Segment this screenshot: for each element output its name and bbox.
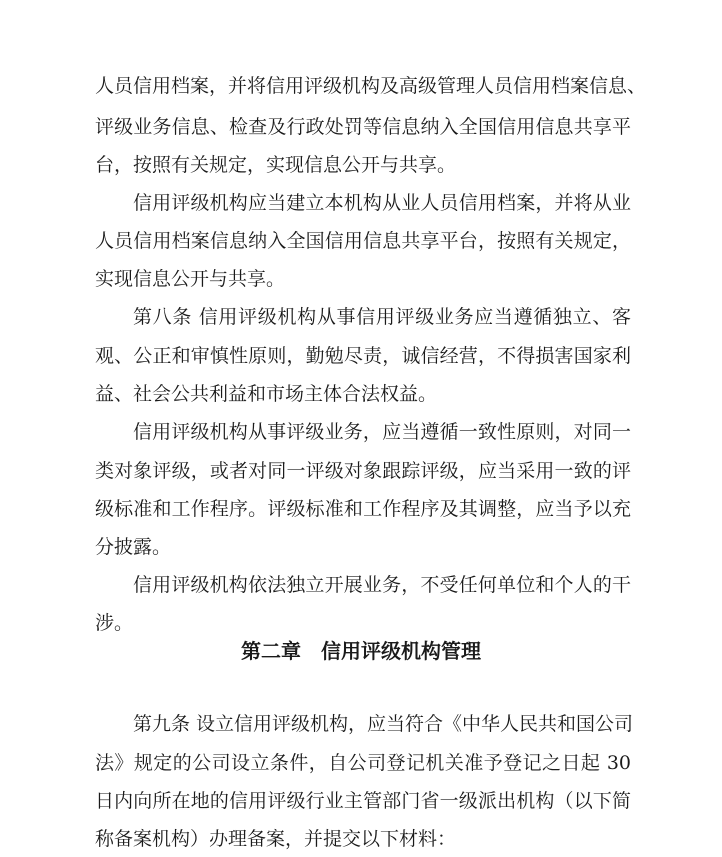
- text-line: 信用评级机构从事评级业务，应当遵循一致性原则，对同一: [133, 421, 631, 443]
- text-line: 涉。: [95, 612, 134, 634]
- text-line: 台，按照有关规定，实现信息公开与共享。: [95, 154, 457, 176]
- text-line: 日内向所在地的信用评级行业主管部门省一级派出机构（以下简: [95, 790, 631, 812]
- text-line: 益、社会公共利益和市场主体合法权益。: [95, 383, 438, 405]
- chapter-heading: 第二章 信用评级机构管理: [241, 639, 481, 663]
- text-line: 法》规定的公司设立条件，自公司登记机关准予登记之日起 30: [95, 752, 631, 774]
- text-line: 类对象评级，或者对同一评级对象跟踪评级，应当采用一致的评: [95, 460, 631, 482]
- text-line: 信用评级机构依法独立开展业务，不受任何单位和个人的干: [133, 574, 631, 596]
- text-line: 级标准和工作程序。评级标准和工作程序及其调整，应当予以充: [95, 498, 631, 520]
- text-line: 分披露。: [95, 536, 172, 558]
- text-line: 人员信用档案信息纳入全国信用信息共享平台，按照有关规定，: [95, 230, 631, 252]
- text-line: 观、公正和审慎性原则，勤勉尽责，诚信经营，不得损害国家利: [95, 345, 631, 367]
- article-8-line: 第八条 信用评级机构从事信用评级业务应当遵循独立、客: [133, 306, 631, 328]
- text-line: 信用评级机构应当建立本机构从业人员信用档案，并将从业: [133, 192, 631, 214]
- text-line: 实现信息公开与共享。: [95, 268, 286, 290]
- article-9-line: 第九条 设立信用评级机构，应当符合《中华人民共和国公司: [133, 713, 634, 735]
- text-line: 人员信用档案，并将信用评级机构及高级管理人员信用档案信息、: [95, 75, 647, 97]
- text-line: 评级业务信息、检查及行政处罚等信息纳入全国信用信息共享平: [95, 116, 631, 138]
- text-line: 称备案机构）办理备案，并提交以下材料：: [95, 828, 457, 850]
